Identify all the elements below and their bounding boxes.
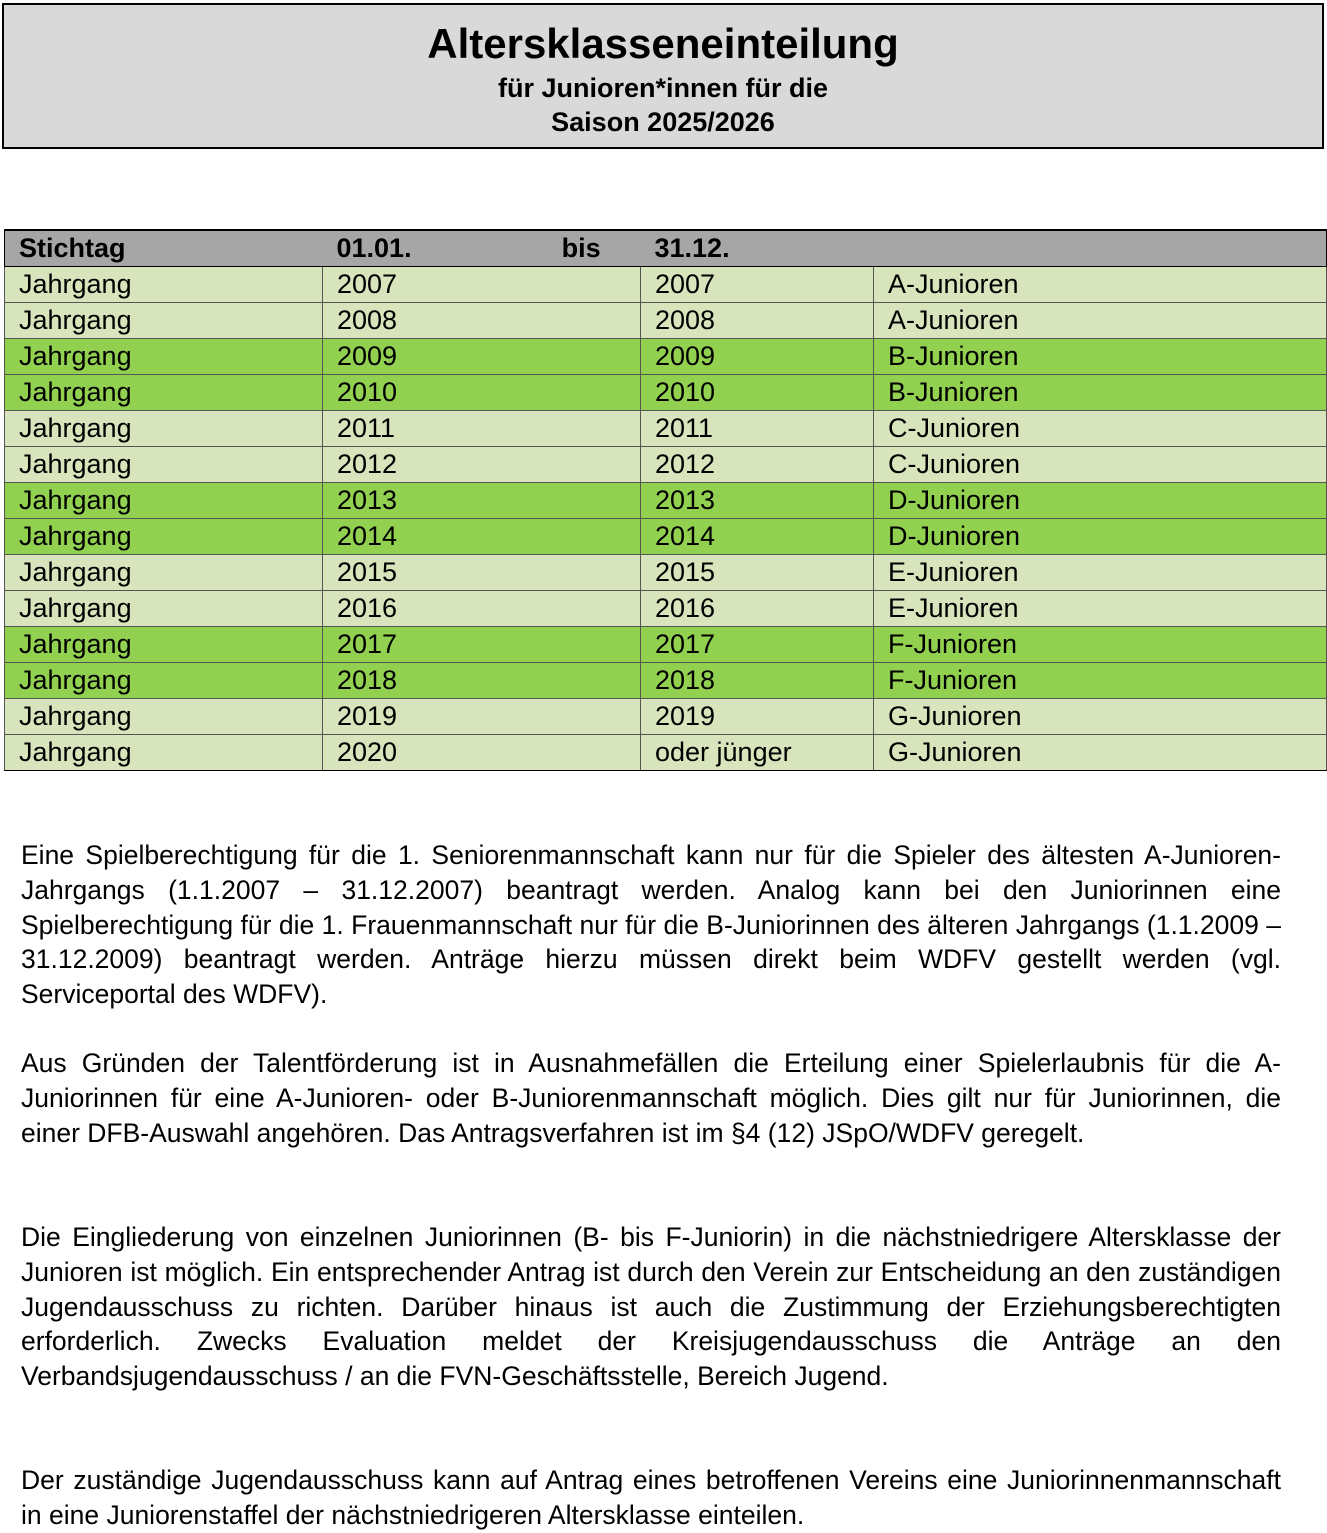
cell-label: Jahrgang: [5, 303, 323, 339]
cell-age-class: E-Junioren: [874, 591, 1327, 627]
age-class-table: [4, 229, 1327, 771]
table-row: [5, 483, 1327, 519]
cell-age-class: B-Junioren: [874, 339, 1327, 375]
cell-to: 2012: [641, 447, 874, 483]
cell-to: 2019: [641, 699, 874, 735]
paragraph-eingliederung: Die Eingliederung von einzelnen Juniorinnen (B- bis F-Juniorin) in die nächstniedrigere Altersklasse der Junioren ist möglich. Ein entsprechender Antrag ist durch den Verein zur Entscheidung an den zuständigen Jugendausschuss zu richten. Darüber hinaus ist auch die Zustimmung der Erziehungsberechtigten erforderlich. Zwecks Evaluation meldet der Kreisjugendausschuss die Anträge an den Verbandsjugendausschuss / an die FVN-Geschäftsstelle, Bereich Jugend.: [21, 1222, 1281, 1392]
header-stichtag: Stichtag: [5, 230, 323, 267]
cell-to: 2016: [641, 591, 874, 627]
cell-from: 2019: [323, 699, 641, 735]
table-row: [5, 555, 1327, 591]
paragraph-spielberechtigung: Eine Spielberechtigung für die 1. Seniorenmannschaft kann nur für die Spieler des ältesten A-Junioren-Jahrgangs (1.1.2007 – 31.12.2007) beantragt werden. Analog kann bei den Juniorinnen eine Spielberechtigung für die 1. Frauenmannschaft nur für die B-Juniorinnen des älteren Jahrgangs (1.1.2009 – 31.12.2009) beantragt werden. Anträge hierzu müssen direkt beim WDFV gestellt werden (vgl. Serviceportal des WDFV).: [21, 840, 1281, 1010]
cell-age-class: C-Junioren: [874, 411, 1327, 447]
cell-age-class: D-Junioren: [874, 519, 1327, 555]
title-box: [2, 3, 1324, 149]
table-row: [5, 375, 1327, 411]
cell-from: 2014: [323, 519, 641, 555]
cell-age-class: G-Junioren: [874, 699, 1327, 735]
cell-to: 2018: [641, 663, 874, 699]
cell-from: 2013: [323, 483, 641, 519]
cell-from: 2009: [323, 339, 641, 375]
cell-to: oder jünger: [641, 735, 874, 771]
cell-label: Jahrgang: [5, 555, 323, 591]
cell-label: Jahrgang: [5, 339, 323, 375]
cell-from: 2016: [323, 591, 641, 627]
paragraph-juniorinnenmannschaft: Der zuständige Jugendausschuss kann auf Antrag eines betroffenen Vereins eine Juniorinnenmannschaft in eine Juniorenstaffel der nächstniedrigeren Altersklasse einteilen.: [21, 1465, 1281, 1530]
cell-age-class: A-Junioren: [874, 267, 1327, 303]
cell-age-class: D-Junioren: [874, 483, 1327, 519]
cell-from: 2011: [323, 411, 641, 447]
table-row: [5, 699, 1327, 735]
header-to: 31.12.: [641, 230, 874, 267]
cell-age-class: E-Junioren: [874, 555, 1327, 591]
header-class: [874, 230, 1327, 267]
cell-to: 2017: [641, 627, 874, 663]
cell-from: 2020: [323, 735, 641, 771]
cell-age-class: C-Junioren: [874, 447, 1327, 483]
table-row: [5, 519, 1327, 555]
season-label: Saison 2025/2026: [551, 107, 775, 137]
table-row: [5, 447, 1327, 483]
cell-age-class: A-Junioren: [874, 303, 1327, 339]
header-from-date: 01.01.: [336, 233, 412, 263]
header-bis: bis: [561, 233, 601, 263]
cell-age-class: F-Junioren: [874, 663, 1327, 699]
cell-label: Jahrgang: [5, 483, 323, 519]
cell-label: Jahrgang: [5, 591, 323, 627]
cell-from: 2018: [323, 663, 641, 699]
cell-label: Jahrgang: [5, 699, 323, 735]
cell-from: 2015: [323, 555, 641, 591]
table-row: [5, 627, 1327, 663]
cell-to: 2014: [641, 519, 874, 555]
cell-label: Jahrgang: [5, 447, 323, 483]
table-row: [5, 591, 1327, 627]
cell-to: 2008: [641, 303, 874, 339]
paragraph-talentfoerderung: Aus Gründen der Talentförderung ist in Ausnahmefällen die Erteilung einer Spielerlaubnis für die A-Juniorinnen für eine A-Junioren- oder B-Juniorenmannschaft möglich. Dies gilt nur für Juniorinnen, die einer DFB-Auswahl angehören. Das Antragsverfahren ist im §4 (12) JSpO/WDFV geregelt.: [21, 1048, 1281, 1148]
table-row: [5, 303, 1327, 339]
cell-label: Jahrgang: [5, 735, 323, 771]
header-from: [323, 230, 641, 267]
page-title: Altersklasseneinteilung: [427, 20, 899, 67]
table-row: [5, 663, 1327, 699]
cell-label: Jahrgang: [5, 663, 323, 699]
cell-label: Jahrgang: [5, 411, 323, 447]
cell-age-class: F-Junioren: [874, 627, 1327, 663]
cell-label: Jahrgang: [5, 627, 323, 663]
cell-label: Jahrgang: [5, 267, 323, 303]
cell-to: 2007: [641, 267, 874, 303]
cell-to: 2013: [641, 483, 874, 519]
cell-from: 2017: [323, 627, 641, 663]
cell-age-class: B-Junioren: [874, 375, 1327, 411]
table-row: [5, 339, 1327, 375]
cell-from: 2008: [323, 303, 641, 339]
table-row: [5, 735, 1327, 771]
cell-age-class: G-Junioren: [874, 735, 1327, 771]
table-header-row: [5, 230, 1327, 267]
table-row: [5, 411, 1327, 447]
cell-label: Jahrgang: [5, 519, 323, 555]
table-row: [5, 267, 1327, 303]
cell-to: 2009: [641, 339, 874, 375]
cell-to: 2011: [641, 411, 874, 447]
cell-label: Jahrgang: [5, 375, 323, 411]
cell-from: 2010: [323, 375, 641, 411]
cell-to: 2010: [641, 375, 874, 411]
cell-to: 2015: [641, 555, 874, 591]
cell-from: 2007: [323, 267, 641, 303]
page-subtitle: für Junioren*innen für die: [497, 73, 828, 103]
cell-from: 2012: [323, 447, 641, 483]
